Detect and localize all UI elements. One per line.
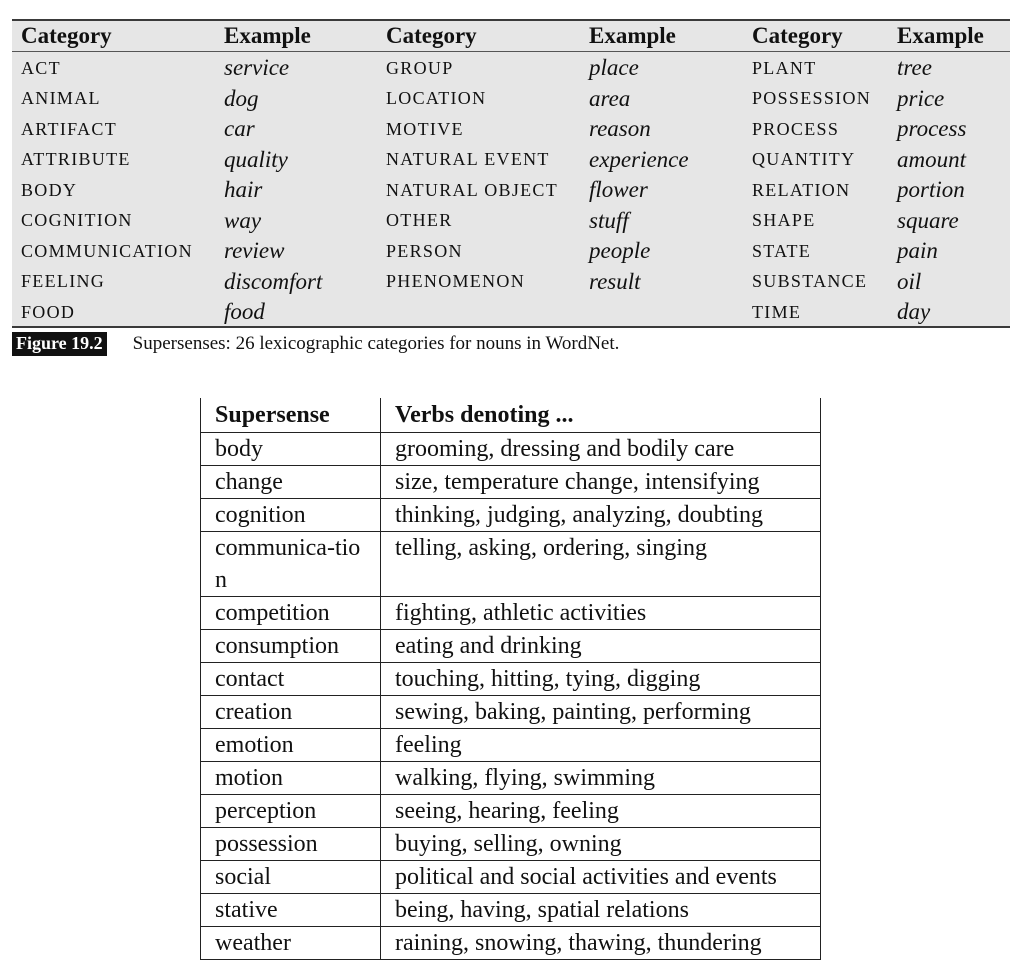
table-row xyxy=(12,84,1010,115)
category-cell: STATE xyxy=(752,240,812,261)
description-cell: fighting, athletic activities xyxy=(381,597,821,630)
verb-supersense-table xyxy=(200,398,820,960)
category-cell: SUBSTANCE xyxy=(752,271,868,292)
description-cell: walking, flying, swimming xyxy=(381,762,821,795)
example-cell: tree xyxy=(897,55,932,81)
example-cell: process xyxy=(897,116,967,142)
description-cell: eating and drinking xyxy=(381,630,821,663)
table-header-row xyxy=(201,398,821,433)
category-cell: POSSESSION xyxy=(752,88,872,109)
category-cell: PLANT xyxy=(752,57,817,78)
caption-text: Supersenses: 26 lexicographic categories for nouns in WordNet. xyxy=(132,333,620,354)
category-cell: COGNITION xyxy=(21,210,133,231)
category-cell: NATURAL EVENT xyxy=(386,149,550,170)
example-cell: place xyxy=(589,55,639,81)
category-cell: COMMUNICATION xyxy=(21,240,193,261)
column-header-category: Category xyxy=(377,21,580,52)
supersense-cell: change xyxy=(201,466,381,499)
example-cell: area xyxy=(589,85,631,111)
description-cell: grooming, dressing and bodily care xyxy=(381,433,821,466)
description-cell: buying, selling, owning xyxy=(381,828,821,861)
example-cell: quality xyxy=(224,146,288,172)
example-cell: reason xyxy=(589,116,651,142)
supersense-cell: communica-tion xyxy=(201,532,381,597)
table-row xyxy=(201,762,821,795)
example-cell: car xyxy=(224,116,255,142)
example-cell: hair xyxy=(224,177,263,203)
table-row xyxy=(201,795,821,828)
category-cell: BODY xyxy=(21,179,78,200)
column-header-category: Category xyxy=(743,21,888,52)
category-cell: MOTIVE xyxy=(386,118,464,139)
figure-caption xyxy=(12,331,619,357)
example-cell: oil xyxy=(897,268,922,294)
supersense-cell: possession xyxy=(201,828,381,861)
category-cell xyxy=(377,297,580,328)
category-cell: ANIMAL xyxy=(21,88,101,109)
table-row xyxy=(201,433,821,466)
description-cell: being, having, spatial relations xyxy=(381,894,821,927)
example-cell: pain xyxy=(897,238,938,264)
supersense-cell: motion xyxy=(201,762,381,795)
example-cell: flower xyxy=(589,177,648,203)
table-row xyxy=(201,499,821,532)
supersense-cell: contact xyxy=(201,663,381,696)
column-header-category: Category xyxy=(12,21,215,52)
noun-supersense-table xyxy=(12,19,1010,328)
description-cell: thinking, judging, analyzing, doubting xyxy=(381,499,821,532)
description-cell: political and social activities and events xyxy=(381,861,821,894)
example-cell: result xyxy=(589,268,641,294)
supersense-cell: body xyxy=(201,433,381,466)
column-header-supersense: Supersense xyxy=(201,398,381,433)
table-row xyxy=(12,206,1010,237)
example-cell: amount xyxy=(897,146,966,172)
example-cell: discomfort xyxy=(224,268,323,294)
supersense-cell: perception xyxy=(201,795,381,828)
example-cell: food xyxy=(224,299,265,325)
example-cell xyxy=(580,297,743,328)
table-row xyxy=(12,175,1010,206)
description-cell: sewing, baking, painting, performing xyxy=(381,696,821,729)
table-row xyxy=(201,532,821,597)
example-cell: stuff xyxy=(589,207,629,233)
category-cell: NATURAL OBJECT xyxy=(386,179,559,200)
table-row xyxy=(12,114,1010,145)
example-cell: day xyxy=(897,299,931,325)
category-cell: LOCATION xyxy=(386,88,487,109)
category-cell: GROUP xyxy=(386,57,454,78)
category-cell: ARTIFACT xyxy=(21,118,117,139)
supersense-cell: weather xyxy=(201,927,381,960)
column-header-verbs-denoting: Verbs denoting ... xyxy=(381,398,821,433)
example-cell: review xyxy=(224,238,285,264)
table-row xyxy=(201,630,821,663)
figure-label: Figure 19.2 xyxy=(12,332,107,356)
category-cell: QUANTITY xyxy=(752,149,856,170)
column-header-example: Example xyxy=(888,21,1010,52)
supersense-cell: stative xyxy=(201,894,381,927)
category-cell: PHENOMENON xyxy=(386,271,525,292)
description-cell: feeling xyxy=(381,729,821,762)
example-cell: price xyxy=(897,85,945,111)
example-cell: portion xyxy=(897,177,965,203)
table-row xyxy=(12,52,1010,84)
category-cell: OTHER xyxy=(386,210,453,231)
description-cell: touching, hitting, tying, digging xyxy=(381,663,821,696)
description-cell: seeing, hearing, feeling xyxy=(381,795,821,828)
table-row xyxy=(201,466,821,499)
table-row xyxy=(201,729,821,762)
table-row xyxy=(201,828,821,861)
table-row xyxy=(201,696,821,729)
category-cell: FEELING xyxy=(21,271,106,292)
table-row xyxy=(201,927,821,960)
category-cell: ATTRIBUTE xyxy=(21,149,131,170)
table-row xyxy=(12,297,1010,328)
description-cell: telling, asking, ordering, singing xyxy=(381,532,821,597)
table-row xyxy=(201,663,821,696)
supersense-cell: consumption xyxy=(201,630,381,663)
description-cell: size, temperature change, intensifying xyxy=(381,466,821,499)
category-cell: SHAPE xyxy=(752,210,816,231)
category-cell: ACT xyxy=(21,57,61,78)
example-cell: way xyxy=(224,207,262,233)
example-cell: experience xyxy=(589,146,689,172)
table-row xyxy=(201,894,821,927)
example-cell: square xyxy=(897,207,959,233)
table-row xyxy=(201,597,821,630)
table-row xyxy=(12,267,1010,298)
category-cell: FOOD xyxy=(21,301,76,322)
category-cell: PROCESS xyxy=(752,118,840,139)
table-row xyxy=(201,861,821,894)
supersense-cell: competition xyxy=(201,597,381,630)
category-cell: PERSON xyxy=(386,240,463,261)
supersense-cell: social xyxy=(201,861,381,894)
example-cell: people xyxy=(589,238,651,264)
category-cell: TIME xyxy=(752,301,802,322)
table-header-row xyxy=(12,21,1010,52)
table-row xyxy=(12,236,1010,267)
category-cell: RELATION xyxy=(752,179,851,200)
table-row xyxy=(12,145,1010,176)
description-cell: raining, snowing, thawing, thundering xyxy=(381,927,821,960)
supersense-cell: emotion xyxy=(201,729,381,762)
column-header-example: Example xyxy=(580,21,743,52)
example-cell: service xyxy=(224,55,290,81)
example-cell: dog xyxy=(224,85,259,111)
column-header-example: Example xyxy=(215,21,377,52)
supersense-cell: cognition xyxy=(201,499,381,532)
supersense-cell: creation xyxy=(201,696,381,729)
